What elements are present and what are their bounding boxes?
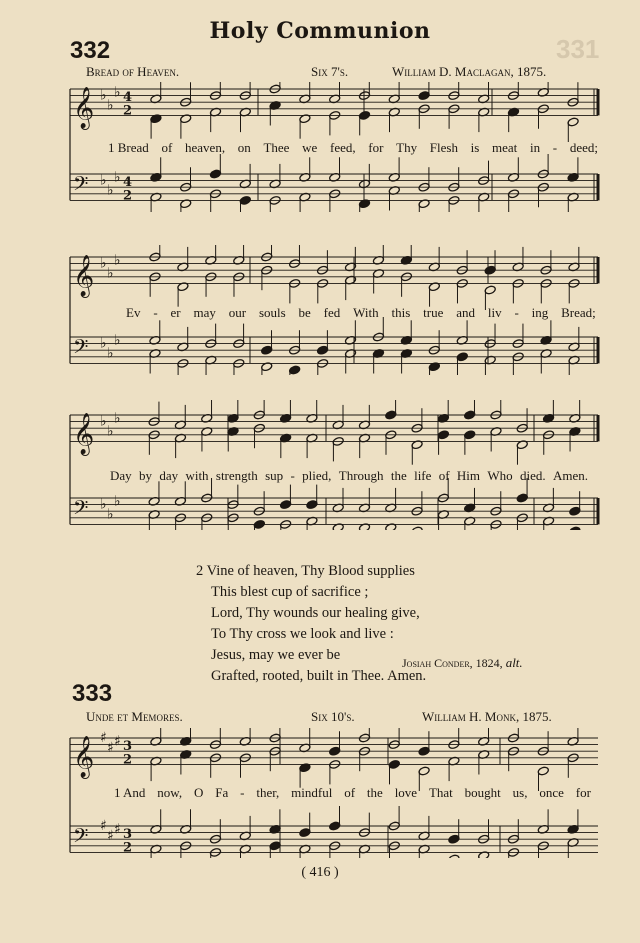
note-head bbox=[280, 500, 292, 510]
page-number: ( 416 ) bbox=[301, 865, 339, 880]
key-signature-icon: ♯ bbox=[114, 821, 121, 838]
lyric-word: Him bbox=[456, 468, 481, 483]
key-signature-icon: ♭ bbox=[107, 506, 114, 523]
lyric-word: - bbox=[514, 305, 519, 320]
lyric-word: for bbox=[575, 785, 591, 800]
lyric-word: mindful bbox=[291, 785, 333, 800]
lyric-word: on bbox=[237, 140, 251, 155]
note-head bbox=[448, 854, 460, 858]
note-head bbox=[209, 169, 221, 179]
key-signature-icon: ♭ bbox=[107, 182, 114, 199]
lyric-word: may bbox=[193, 305, 216, 320]
note-head bbox=[385, 523, 397, 530]
note-head bbox=[484, 285, 496, 295]
lyric-line-1 bbox=[108, 140, 598, 156]
key-signature-icon: ♭ bbox=[107, 345, 114, 362]
note-head bbox=[411, 526, 423, 530]
lyric-word: O bbox=[193, 785, 204, 800]
note-head bbox=[317, 345, 329, 355]
lyric-word: strength bbox=[215, 468, 258, 483]
lyric-word: of bbox=[344, 785, 356, 800]
key-signature-icon: ♭ bbox=[114, 332, 121, 349]
lyric-word: bought bbox=[464, 785, 501, 800]
lyric-word: ing bbox=[531, 305, 549, 320]
lyric-word: life bbox=[414, 468, 432, 483]
lyric-word: fed bbox=[323, 305, 341, 320]
lyric-line-2 bbox=[126, 305, 596, 321]
key-signature-icon: ♭ bbox=[114, 410, 121, 427]
key-signature-icon: ♭ bbox=[107, 423, 114, 440]
key-signature-icon: ♭ bbox=[114, 169, 121, 186]
composer: William H. Monk, 1875. bbox=[422, 709, 552, 724]
note-head bbox=[289, 365, 301, 375]
lyric-word: of bbox=[438, 468, 450, 483]
lyric-word: Who bbox=[487, 468, 513, 483]
note-head bbox=[418, 746, 430, 756]
note-head bbox=[464, 410, 476, 420]
treble-clef-icon: 𝄞 bbox=[73, 87, 95, 129]
note-head bbox=[332, 523, 344, 530]
note-head bbox=[418, 766, 430, 776]
note-head bbox=[567, 117, 579, 127]
hymn-number: 332 bbox=[70, 37, 111, 64]
bass-clef-icon: 𝄢 bbox=[73, 495, 89, 524]
lyric-word: be bbox=[298, 305, 311, 320]
lyric-word: in bbox=[529, 140, 541, 155]
lyric-word: us, bbox=[512, 785, 528, 800]
lyric-word: meat bbox=[492, 140, 518, 155]
note-head bbox=[358, 110, 370, 120]
hymn-number: 333 bbox=[72, 680, 113, 707]
bass-clef-icon: 𝄢 bbox=[73, 823, 89, 852]
treble-clef-icon: 𝄞 bbox=[73, 255, 95, 297]
note-head bbox=[358, 523, 370, 530]
lyric-word: With bbox=[353, 305, 379, 320]
lyric-word: 1 Bread bbox=[108, 140, 149, 155]
time-signature-icon: 3 bbox=[123, 739, 133, 755]
time-signature-icon: 3 bbox=[123, 827, 133, 843]
lyric-word: liv bbox=[487, 305, 502, 320]
note-head bbox=[253, 519, 265, 529]
key-signature-icon: ♭ bbox=[100, 87, 107, 104]
note-head bbox=[269, 841, 281, 851]
note-head bbox=[464, 430, 476, 440]
lyric-word: - bbox=[240, 785, 245, 800]
lyric-line-3 bbox=[110, 468, 588, 484]
lyric-word: love bbox=[394, 785, 418, 800]
note-head bbox=[569, 506, 581, 516]
lyric-word: for bbox=[368, 140, 384, 155]
lyric-word: - bbox=[290, 468, 295, 483]
lyric-word: sup bbox=[265, 468, 284, 483]
lyric-word: heaven, bbox=[185, 140, 226, 155]
bleed-through-number: 331 bbox=[556, 34, 600, 64]
verse-line: To Thy cross we look and live : bbox=[211, 626, 394, 642]
note-head bbox=[537, 766, 549, 776]
lyric-word: is bbox=[470, 140, 480, 155]
lyric-word: deed; bbox=[569, 140, 598, 155]
lyric-word: Thee bbox=[263, 140, 290, 155]
note-head bbox=[456, 352, 468, 362]
time-signature-icon: 2 bbox=[123, 840, 133, 856]
note-head bbox=[329, 821, 341, 831]
note-head bbox=[306, 500, 318, 510]
verse-2 bbox=[196, 561, 426, 687]
composer: William D. Maclagan, 1875. bbox=[392, 64, 547, 79]
lyric-word: souls bbox=[258, 305, 286, 320]
lyric-word: Fa bbox=[215, 785, 229, 800]
music-system-3 bbox=[0, 400, 640, 530]
note-head bbox=[484, 265, 496, 275]
lyric-word: by bbox=[139, 468, 152, 483]
author-name: Josiah Conder, 1824, bbox=[402, 656, 503, 670]
lyric-word: Bread; bbox=[561, 305, 596, 320]
lyric-line-4 bbox=[114, 785, 591, 801]
lyric-word: now, bbox=[157, 785, 183, 800]
lyric-word: with bbox=[185, 468, 209, 483]
time-signature-icon: 4 bbox=[123, 175, 133, 191]
note-head bbox=[516, 493, 528, 503]
key-signature-icon: ♭ bbox=[100, 496, 107, 513]
lyric-word: er bbox=[170, 305, 181, 320]
verse-line: Lord, Thy wounds our healing give, bbox=[211, 605, 420, 621]
lyric-word: once bbox=[539, 785, 564, 800]
lyric-word: Flesh bbox=[429, 140, 458, 155]
note-head bbox=[388, 759, 400, 769]
lyric-word: - bbox=[552, 140, 558, 155]
lyric-word: the bbox=[390, 468, 407, 483]
note-head bbox=[239, 195, 251, 205]
time-signature-icon: 2 bbox=[123, 103, 133, 119]
key-signature-icon: ♭ bbox=[114, 252, 121, 269]
text-author bbox=[402, 655, 523, 671]
key-signature-icon: ♯ bbox=[107, 827, 114, 844]
lyric-word: this bbox=[391, 305, 411, 320]
key-signature-icon: ♭ bbox=[107, 265, 114, 282]
lyric-word: the bbox=[366, 785, 383, 800]
lyric-word: Thy bbox=[396, 140, 418, 155]
treble-clef-icon: 𝄞 bbox=[73, 413, 95, 455]
bass-clef-icon: 𝄢 bbox=[73, 171, 89, 200]
time-signature-icon: 2 bbox=[123, 752, 133, 768]
treble-clef-icon: 𝄞 bbox=[73, 736, 95, 778]
lyric-word: true bbox=[423, 305, 444, 320]
key-signature-icon: ♭ bbox=[100, 413, 107, 430]
time-signature-icon: 4 bbox=[123, 90, 133, 106]
tune-name: Bread of Heaven. bbox=[86, 64, 180, 79]
lyric-word: ther, bbox=[256, 785, 280, 800]
meter: Six 7's. bbox=[311, 64, 349, 79]
verse-line: Grafted, rooted, built in Thee. Amen. bbox=[211, 668, 427, 684]
lyric-word: Day bbox=[110, 468, 132, 483]
meter: Six 10's. bbox=[311, 709, 355, 724]
verse-line: 2 Vine of heaven, Thy Blood supplies bbox=[196, 563, 415, 579]
lyric-word: day bbox=[159, 468, 179, 483]
lyric-word: - bbox=[153, 305, 158, 320]
note-head bbox=[437, 430, 449, 440]
time-signature-icon: 2 bbox=[123, 188, 133, 204]
author-note: alt. bbox=[505, 655, 523, 670]
lyric-word: our bbox=[228, 305, 247, 320]
note-head bbox=[448, 834, 460, 844]
key-signature-icon: ♭ bbox=[107, 97, 114, 114]
lyric-word: died. bbox=[519, 468, 546, 483]
bass-clef-icon: 𝄢 bbox=[73, 334, 89, 363]
lyric-word: Amen. bbox=[552, 468, 588, 483]
note-head bbox=[385, 410, 397, 420]
note-head bbox=[299, 828, 311, 838]
key-signature-icon: ♯ bbox=[114, 733, 121, 750]
key-signature-icon: ♭ bbox=[100, 335, 107, 352]
key-signature-icon: ♭ bbox=[114, 493, 121, 510]
lyric-word: we bbox=[302, 140, 318, 155]
note-head bbox=[478, 851, 490, 858]
lyric-word: That bbox=[428, 785, 453, 800]
key-signature-icon: ♯ bbox=[107, 739, 114, 756]
lyric-word: plied, bbox=[302, 468, 332, 483]
note-head bbox=[418, 91, 430, 101]
verse-line: This blest cup of sacrifice ; bbox=[211, 584, 369, 600]
key-signature-icon: ♭ bbox=[100, 172, 107, 189]
key-signature-icon: ♭ bbox=[100, 255, 107, 272]
lyric-word: and bbox=[456, 305, 475, 320]
lyric-word: feed, bbox=[329, 140, 356, 155]
lyric-word: 1 And bbox=[114, 785, 146, 800]
key-signature-icon: ♭ bbox=[114, 84, 121, 101]
note-head bbox=[261, 345, 273, 355]
lyric-word: of bbox=[161, 140, 173, 155]
key-signature-icon: ♯ bbox=[100, 818, 107, 834]
key-signature-icon: ♯ bbox=[100, 730, 107, 746]
lyric-word: Through bbox=[338, 468, 384, 483]
verse-line: Jesus, may we ever be bbox=[211, 647, 341, 663]
note-head bbox=[569, 526, 581, 530]
page-title: Holy Communion bbox=[209, 18, 431, 44]
lyric-word: Ev bbox=[126, 305, 141, 320]
note-head bbox=[329, 746, 341, 756]
tune-name: Unde et Memores. bbox=[86, 709, 183, 724]
